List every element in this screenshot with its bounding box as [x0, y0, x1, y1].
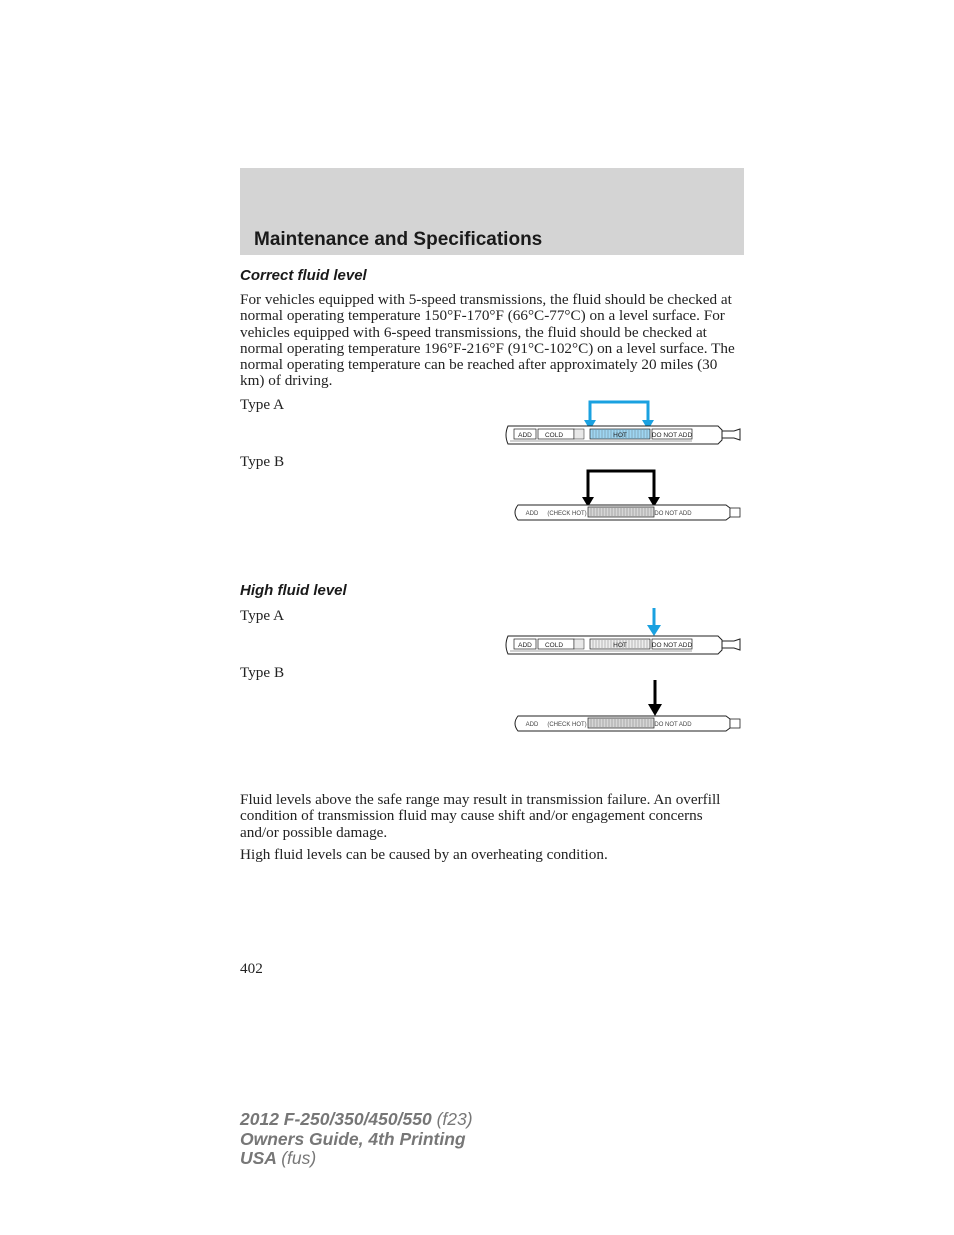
hot-mark-label: HOT — [613, 642, 627, 649]
dipstick-type-a-high-figure — [500, 606, 745, 658]
check-hot-mark-label: (CHECK HOT) — [547, 722, 587, 728]
footer-line-3 — [240, 1149, 473, 1169]
add-mark-label: ADD — [518, 432, 532, 439]
footer-model-code: (f23) — [436, 1109, 473, 1129]
correct-type-a-label: Type A — [240, 396, 285, 413]
correct-fluid-level-heading: Correct fluid level — [240, 267, 367, 284]
footer-model: 2012 F-250/350/450/550 — [240, 1109, 432, 1129]
section-header-band — [240, 168, 744, 255]
cold-mark-label: COLD — [544, 642, 564, 649]
high-type-a-label: Type A — [240, 607, 285, 624]
dipstick-handle — [722, 639, 740, 650]
add-mark-label: ADD — [518, 642, 532, 649]
check-hot-mark-label: (CHECK HOT) — [547, 511, 587, 517]
dipstick-type-a-correct-figure — [500, 396, 745, 448]
range-arrow-line — [588, 471, 654, 501]
do-not-add-mark-label: DO NOT ADD — [654, 722, 692, 728]
arrow-head — [647, 625, 661, 636]
zone-hatch-pattern — [591, 508, 651, 516]
footer-market-code: (fus) — [281, 1148, 317, 1168]
high-type-b-label: Type B — [240, 664, 285, 681]
do-not-add-mark-label: DO NOT ADD — [654, 511, 692, 517]
overfill-warning-paragraph: Fluid levels above the safe range may result in transmission failure. An overfill condition of transmission fluid may cause shift and/or engagement concerns and/or possible damage. — [240, 791, 721, 841]
correct-type-b-label: Type B — [240, 453, 285, 470]
dipstick-type-b-high-figure — [508, 676, 745, 734]
footer-market: USA — [240, 1148, 277, 1168]
add-mark-label: ADD — [525, 722, 539, 728]
dipstick-type-b-correct-figure — [508, 465, 745, 523]
zone-hatch-pattern — [591, 719, 651, 727]
do-not-add-mark-label: DO NOT ADD — [651, 432, 693, 439]
page-number: 402 — [240, 960, 263, 977]
high-fluid-level-heading: High fluid level — [240, 582, 347, 599]
arrow-head — [648, 704, 662, 716]
dipstick-handle — [730, 508, 740, 517]
range-arrow-line — [590, 402, 648, 424]
dipstick-handle — [722, 429, 740, 440]
correct-fluid-level-paragraph: For vehicles equipped with 5-speed transmissions, the fluid should be checked at normal operating temperature 150°F-170°F (66°C-77°C) on a level surface. For vehicles equipped with 6-speed transmissions, the fluid should be checked at normal operating temperature 196°F-216°F (91°C-102°C) on a level surface. The normal operating temperature can be reached after approximately 20 miles (30 km) of driving. — [240, 291, 735, 390]
section-title: Maintenance and Specifications — [254, 229, 543, 250]
footer-line-1 — [240, 1110, 473, 1130]
hot-mark-label: HOT — [613, 432, 627, 439]
add-mark-label: ADD — [525, 511, 539, 517]
overheating-note-paragraph: High fluid levels can be caused by an overheating condition. — [240, 846, 608, 863]
dipstick-handle — [730, 719, 740, 728]
do-not-add-mark-label: DO NOT ADD — [651, 642, 693, 649]
footer-line-2: Owners Guide, 4th Printing — [240, 1128, 466, 1149]
document-footer — [240, 1110, 473, 1169]
cold-mark-label: COLD — [544, 432, 564, 439]
